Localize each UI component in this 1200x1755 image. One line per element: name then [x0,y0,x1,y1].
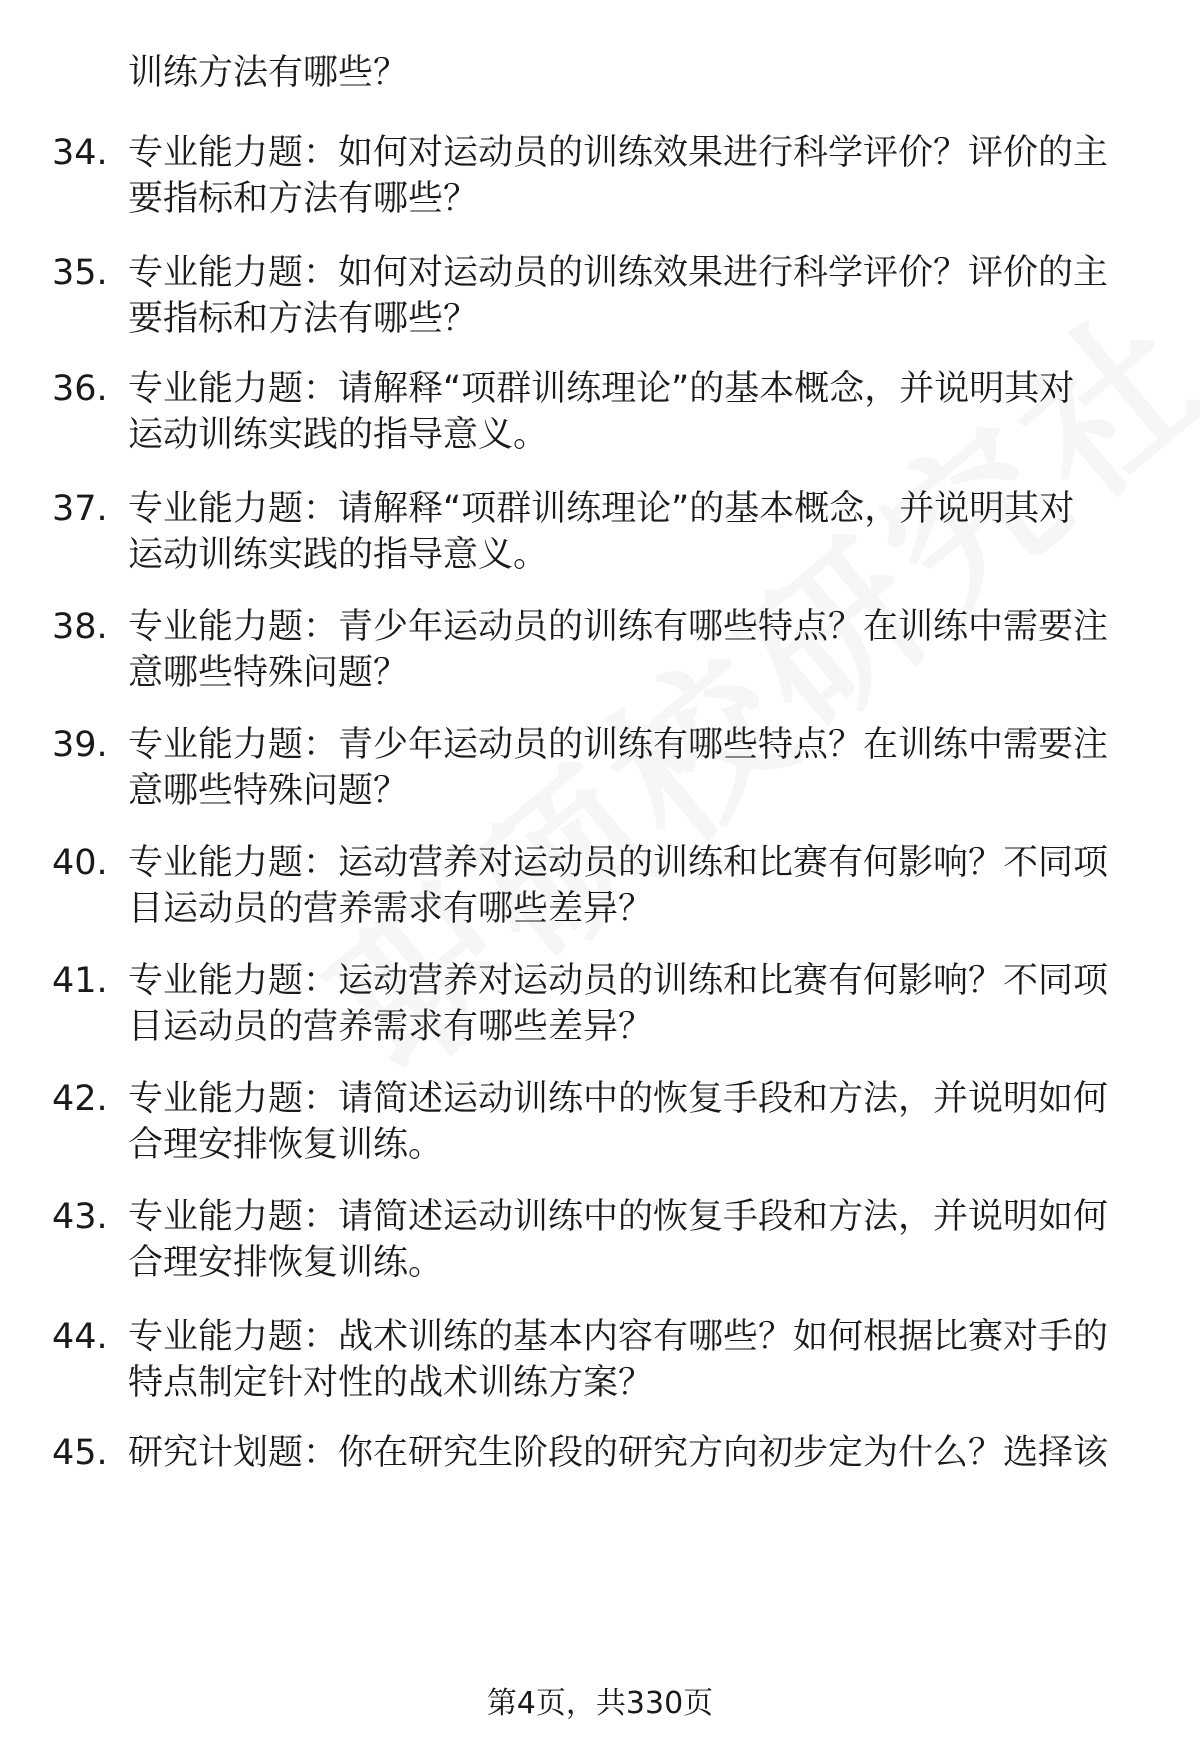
item-number: 38. [52,607,108,647]
item-text-line: 专业能力题：如何对运动员的训练效果进行科学评价？评价的主 [128,253,1109,293]
item-number: 39. [52,725,108,765]
item-number: 42. [52,1079,108,1119]
item-text-line: 特点制定针对性的战术训练方案？ [128,1363,654,1403]
item-text-line: 专业能力题：请简述运动训练中的恢复手段和方法，并说明如何 [128,1079,1109,1119]
item-text-line: 专业能力题：如何对运动员的训练效果进行科学评价？评价的主 [128,133,1109,173]
item-text-line: 意哪些特殊问题？ [128,771,409,811]
item-text-line: 专业能力题：请简述运动训练中的恢复手段和方法，并说明如何 [128,1197,1109,1237]
page-number-footer: 第4页，共330页 [486,1686,714,1721]
item-text-line: 专业能力题：战术训练的基本内容有哪些？如何根据比赛对手的 [128,1317,1109,1357]
item-number: 45. [52,1433,108,1473]
item-text-line: 目运动员的营养需求有哪些差异？ [128,1007,654,1047]
item-text-line: 专业能力题：请解释“项群训练理论”的基本概念，并说明其对 [128,489,1075,529]
item-number: 37. [52,489,108,529]
item-number: 36. [52,369,108,409]
item-text-line: 合理安排恢复训练。 [128,1243,444,1283]
item-number: 41. [52,961,108,1001]
item-text-line: 目运动员的营养需求有哪些差异？ [128,889,654,929]
item-text-line: 训练方法有哪些？ [128,53,409,93]
item-text-line: 意哪些特殊问题？ [128,653,409,693]
item-text-line: 运动训练实践的指导意义。 [128,415,549,455]
item-text-line: 专业能力题：运动营养对运动员的训练和比赛有何影响？不同项 [128,843,1109,883]
item-text-line: 合理安排恢复训练。 [128,1125,444,1165]
item-number: 34. [52,133,108,173]
item-text-line: 研究计划题：你在研究生阶段的研究方向初步定为什么？选择该 [128,1433,1109,1473]
item-text-line: 要指标和方法有哪些？ [128,299,479,339]
item-number: 40. [52,843,108,883]
item-text-line: 专业能力题：请解释“项群训练理论”的基本概念，并说明其对 [128,369,1075,409]
item-number: 43. [52,1197,108,1237]
item-text-line: 要指标和方法有哪些？ [128,179,479,219]
item-text-line: 专业能力题：运动营养对运动员的训练和比赛有何影响？不同项 [128,961,1109,1001]
item-number: 35. [52,253,108,293]
item-text-line: 运动训练实践的指导意义。 [128,535,549,575]
item-text-line: 专业能力题：青少年运动员的训练有哪些特点？在训练中需要注 [128,607,1109,647]
item-text-line: 专业能力题：青少年运动员的训练有哪些特点？在训练中需要注 [128,725,1109,765]
item-number: 44. [52,1317,108,1357]
